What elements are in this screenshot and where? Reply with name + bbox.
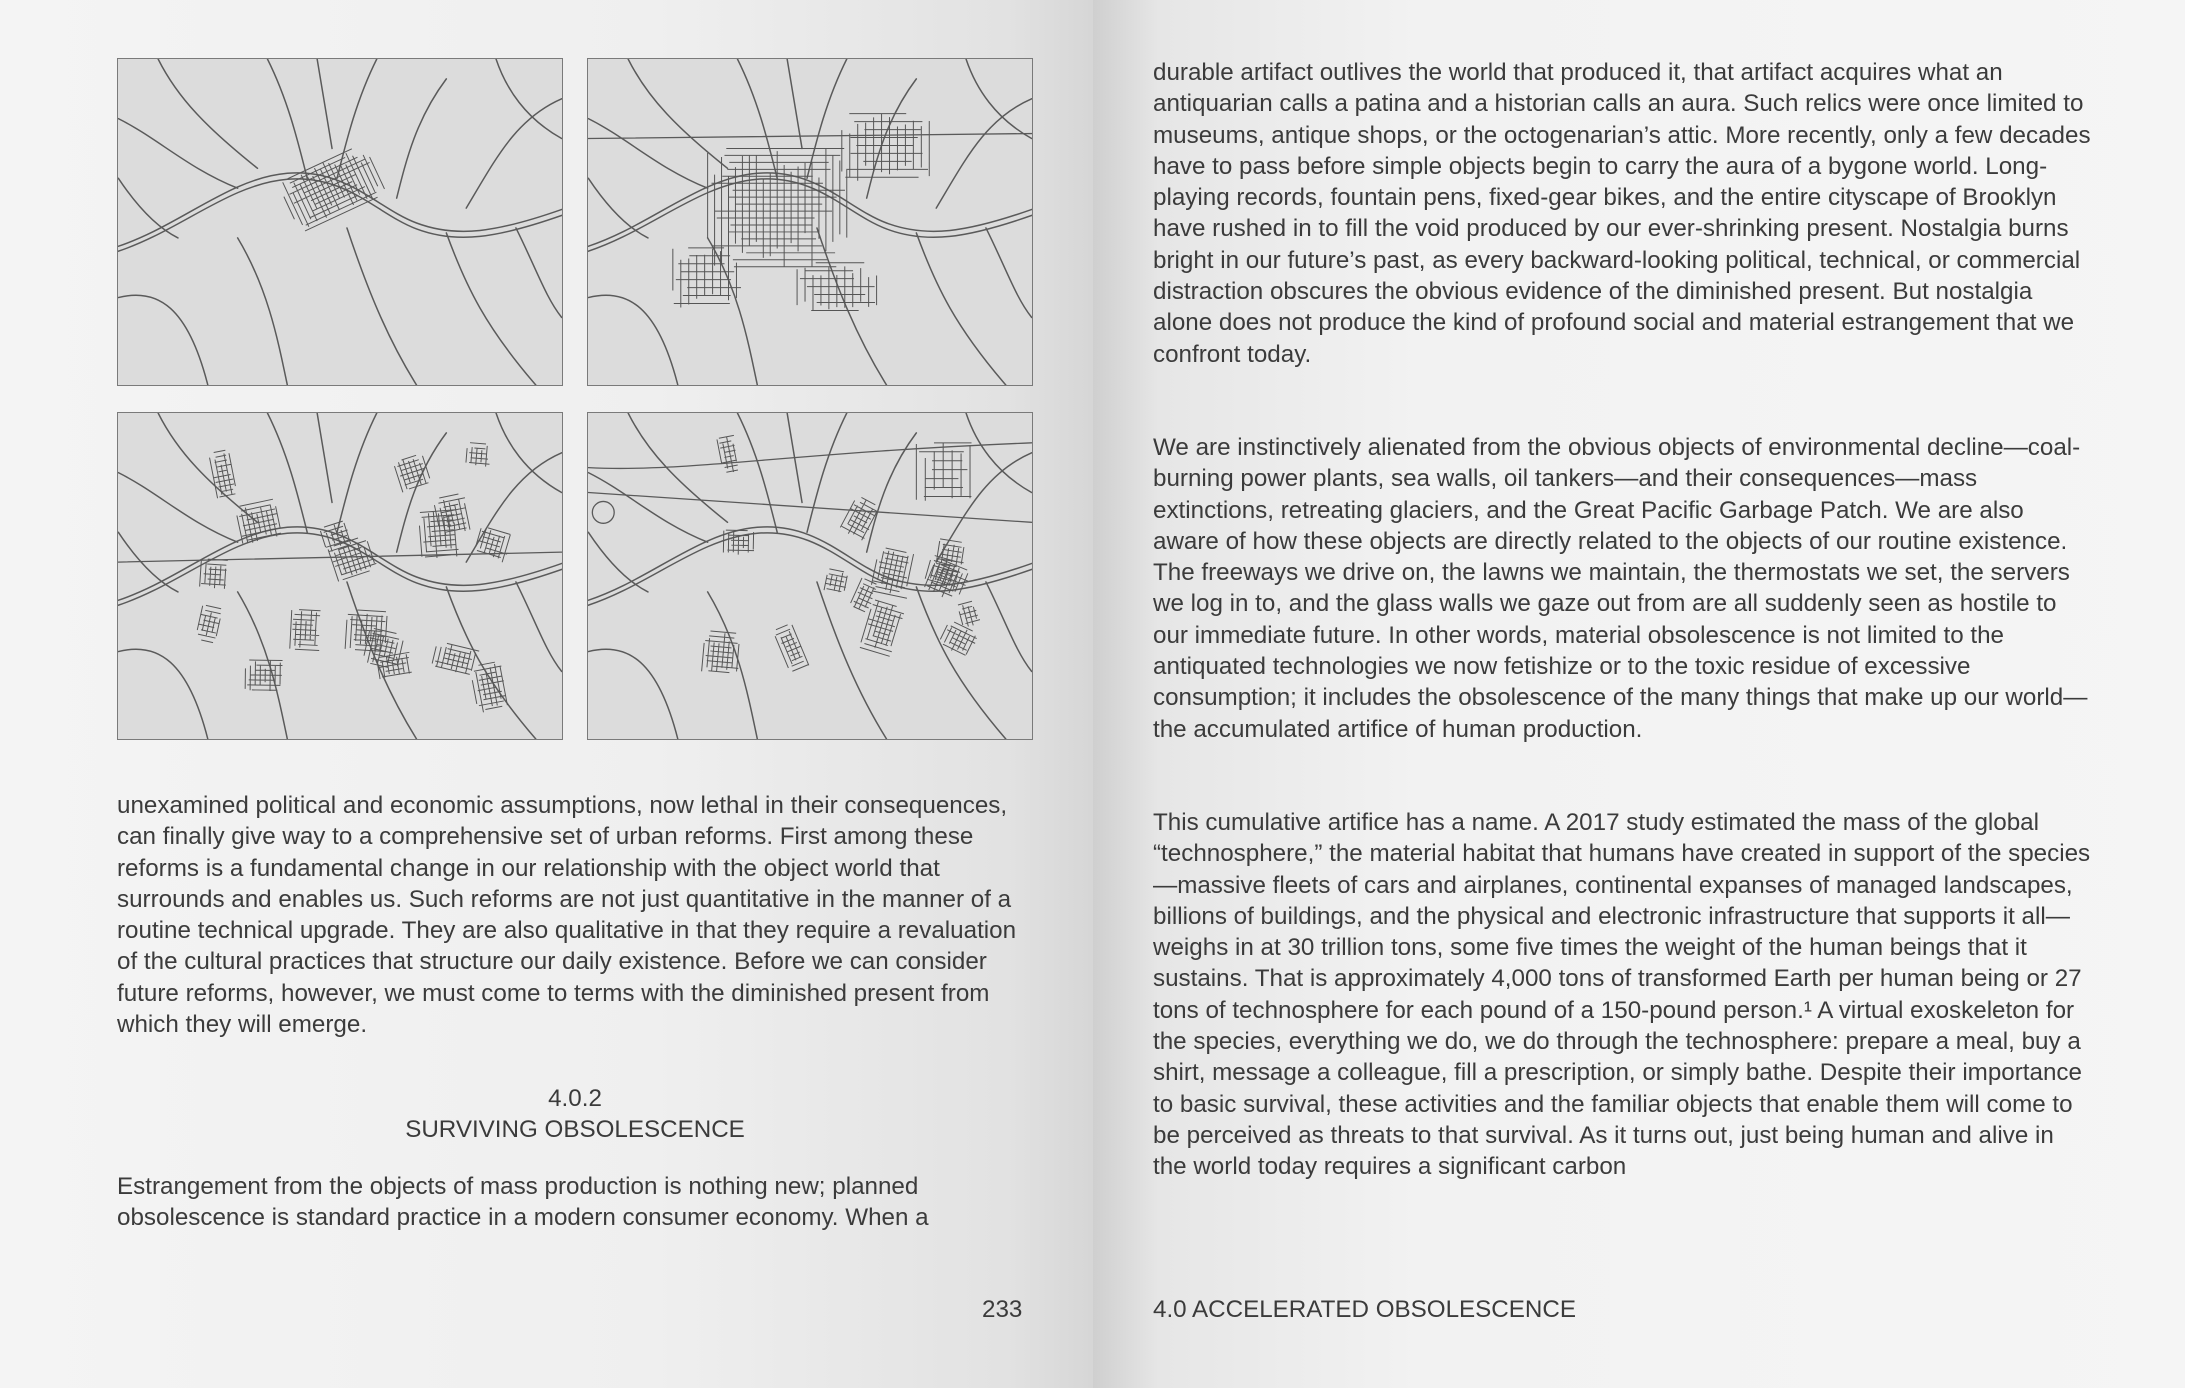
map-panel-2 xyxy=(587,58,1033,386)
map-grid-lines xyxy=(842,114,929,181)
map-road xyxy=(588,473,707,543)
map-grid-lines xyxy=(850,578,880,613)
map-street-grid xyxy=(470,661,509,713)
map-street-grid xyxy=(363,628,405,670)
map-road xyxy=(916,587,1005,739)
map-3-drawing xyxy=(118,413,562,739)
map-grid-lines xyxy=(859,600,905,657)
map-grid-lines xyxy=(474,526,513,563)
map-road xyxy=(966,413,1032,493)
right-paragraph-2 xyxy=(1153,432,2093,745)
page-number: 233 xyxy=(982,1296,1023,1323)
map-road xyxy=(516,228,562,317)
section-heading xyxy=(117,1083,1033,1146)
map-street-grid xyxy=(418,510,459,560)
map-road xyxy=(118,119,237,189)
running-footer: 4.0 ACCELERATED OBSOLESCENCE xyxy=(1153,1296,1576,1323)
map-street-grid xyxy=(797,263,877,311)
left-paragraph-2 xyxy=(117,1171,1033,1234)
map-street-grid xyxy=(916,443,971,501)
map-road xyxy=(397,433,447,552)
map-road xyxy=(496,59,562,139)
map-road xyxy=(986,582,1032,671)
map-road xyxy=(238,238,288,385)
right-paragraph-2-text: We are instinctively alienated from the obvious objects of environmental decline—coal-burning power plants, sea walls, oil tankers—and their consequences—mass extinctions, retreating glaciers, and the Great Pacific Garbage Patch. We are also aware of how these objects are directly related to the objects of our routine existence. The freeways we drive on, the lawns we maintain, the thermostats we set, the servers we log in to, and the glass walls we gaze out from are all suddenly seen as hostile to our immediate future. In other words, material obsolescence is not limited to the antiquated technologies we now fetishize or to the toxic residue of excessive consumption; it includes the obsolescence of the many things that make up our world—the accumulated artifice of human production. xyxy=(1153,434,2088,743)
map-grid-lines xyxy=(957,600,980,627)
left-paragraph-1-text: unexamined political and economic assumptions, now lethal in their consequences, can finally give way to a comprehensive set of urban reforms. First among these reforms is a fundamental change in our relationship with the object world that surrounds and enables us. Such reforms are not just quantitative in the manner of a routine technical upgrade. They are also qualitative in that they require a revaluation of the cultural practices that structure our daily existence. Before we can consider future reforms, however, we must come to terms with the diminished present from which they will emerge. xyxy=(117,792,1017,1039)
map-street-grid xyxy=(859,600,905,657)
map-road xyxy=(807,413,847,532)
map-street-grid xyxy=(824,569,849,595)
right-paragraph-3-text: This cumulative artifice has a name. A 2017 study estimated the mass of the global “technosphere,” the material habitat that humans have created in support of the species—massive fleets of cars and airplanes, continental expanses of managed landscapes, billions of buildings, and the physical and electronic infrastructure that supports it all—weighs in at 30 trillion tons, some five times the weight of the human beings that it sustains. That is approximately 4,000 tons of transformed Earth per human being or 27 tons of technosphere for each pound of a 150-pound person.¹ A virtual exoskeleton for the species, everything we do, we do through the technosphere: prepare a meal, buy a shirt, message a colleague, fill a prescription, or simply bathe. Despite their importance to basic survival, these activities and the familiar objects that enable them will come to be perceived as threats to that survival. As it turns out, just being human and alive in the world today requires a significant carbon xyxy=(1153,809,2091,1181)
map-road xyxy=(466,99,561,208)
map-interchange xyxy=(592,501,614,523)
map-grid-lines xyxy=(278,143,387,232)
map-grid-lines xyxy=(235,499,282,545)
map-road xyxy=(118,649,207,739)
map-1-drawing xyxy=(118,59,562,385)
map-road xyxy=(787,59,802,148)
map-road xyxy=(588,119,707,189)
map-road xyxy=(397,79,447,198)
map-road xyxy=(986,228,1032,317)
map-road xyxy=(817,228,887,385)
map-street-grid xyxy=(209,450,238,499)
map-road xyxy=(466,453,561,562)
map-street-grid xyxy=(245,660,282,691)
map-road xyxy=(347,228,417,385)
map-road xyxy=(916,233,1005,385)
section-number: 4.0.2 xyxy=(548,1085,602,1112)
map-panel-3 xyxy=(117,412,563,740)
map-river-bank xyxy=(118,173,562,248)
map-street-grid xyxy=(957,600,980,627)
map-road xyxy=(317,413,332,502)
map-grid-lines xyxy=(363,628,405,670)
map-road xyxy=(267,59,307,178)
map-road xyxy=(867,79,917,198)
map-grid-lines xyxy=(245,660,282,691)
map-highway xyxy=(588,134,1031,139)
map-road xyxy=(588,649,677,739)
map-street-grid xyxy=(842,114,929,181)
map-road xyxy=(516,582,562,671)
map-grid-lines xyxy=(290,609,321,650)
map-street-grid xyxy=(673,248,741,308)
section-title: SURVIVING OBSOLESCENCE xyxy=(405,1116,745,1144)
map-highway xyxy=(588,443,1031,469)
map-grid-lines xyxy=(466,442,491,466)
right-paragraph-1 xyxy=(1153,57,2093,370)
map-grid-lines xyxy=(418,510,459,560)
map-road xyxy=(737,59,777,178)
map-grid-lines xyxy=(209,450,238,499)
map-street-grid xyxy=(195,605,222,643)
map-road xyxy=(496,413,562,493)
map-road xyxy=(807,59,847,178)
map-figure-grid xyxy=(117,58,1033,740)
map-2-drawing xyxy=(588,59,1032,385)
map-road xyxy=(737,413,777,532)
map-river-bank xyxy=(118,179,562,253)
left-paragraph-2-text: Estrangement from the objects of mass production is nothing new; planned obsolescence is standard practice in a modern consumer economy. When a xyxy=(117,1173,929,1232)
map-road xyxy=(966,59,1032,139)
map-road xyxy=(936,99,1031,208)
map-street-grid xyxy=(717,435,741,474)
map-road xyxy=(588,295,677,385)
map-grid-lines xyxy=(717,435,741,474)
map-grid-lines xyxy=(916,443,971,501)
map-street-grid xyxy=(290,609,321,650)
map-grid-lines xyxy=(470,661,509,713)
map-grid-lines xyxy=(673,248,741,308)
map-street-grid xyxy=(466,442,491,466)
map-grid-lines xyxy=(393,454,431,493)
right-page xyxy=(1093,0,2185,1388)
map-grid-lines xyxy=(797,263,877,311)
map-street-grid xyxy=(393,454,431,493)
left-paragraph-1 xyxy=(117,790,1033,1040)
map-street-grid xyxy=(474,526,513,563)
map-street-grid xyxy=(773,623,809,673)
map-grid-lines xyxy=(773,623,809,673)
map-panel-1 xyxy=(117,58,563,386)
map-grid-lines xyxy=(195,605,222,643)
map-panel-4 xyxy=(587,412,1033,740)
map-road xyxy=(446,233,535,385)
map-street-grid xyxy=(235,499,282,545)
map-4-drawing xyxy=(588,413,1032,739)
map-street-grid xyxy=(278,143,387,232)
map-river-bank xyxy=(588,527,1032,602)
right-paragraph-1-text: durable artifact outlives the world that produced it, that artifact acquires what an antiquarian calls a patina and a historian calls an aura. Such relics were once limited to museums, antique shops, or the octogenarian’s attic. More recently, only a few decades have to pass before simple objects begin to carry the aura of a bygone world. Long-playing records, fountain pens, fixed-gear bikes, and the entire cityscape of Brooklyn have rushed in to fill the void produced by our ever-shrinking present. Nostalgia burns bright in our future’s past, as every backward-looking political, technical, or commercial distraction obscures the obvious evidence of the diminished present. But nostalgia alone does not produce the kind of profound social and material estrangement that we confront today. xyxy=(1153,59,2091,368)
map-street-grid xyxy=(708,148,847,267)
map-street-grid xyxy=(850,578,880,613)
map-grid-lines xyxy=(824,569,849,595)
map-road xyxy=(337,413,377,532)
map-road xyxy=(317,59,332,148)
map-road xyxy=(118,295,207,385)
right-paragraph-3 xyxy=(1153,807,2093,1183)
map-river-bank xyxy=(588,173,1032,248)
map-grid-lines xyxy=(708,148,847,267)
